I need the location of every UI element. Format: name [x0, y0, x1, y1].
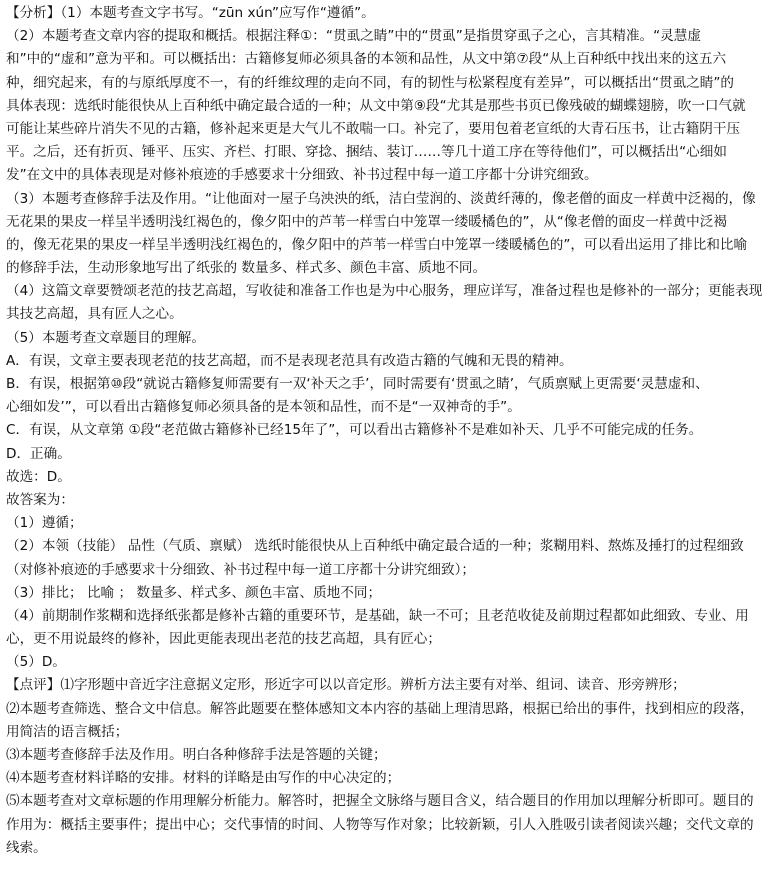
text-line: 故答案为：	[6, 491, 74, 508]
text-line: 可能让某些碎片消失不见的古籍，修补起来更是大气儿不敢喘一口。补完了，要用包着老宣纸的大青石压书，让古籍阴干压	[6, 120, 741, 137]
text-line: （3）本题考查修辞手法及作用。“让他面对一屋子乌泱泱的纸，洁白莹润的、淡黄纤薄的，像老僧的面皮一样黄中泛褐的，像	[6, 190, 756, 207]
text-line: 【分析】（1）本题考查文字书写。“zūn xún”应写作“遵循”。	[6, 5, 375, 21]
text-line: 故选：D。	[6, 468, 71, 485]
text-line: 平。之后，还有折页、锤平、压实、齐栏、打眼、穿捻、捆结、装订……等几十道工序在等待他们”，可以概括出“心细如	[6, 144, 727, 161]
text-line: （5）D。	[6, 654, 66, 671]
text-line: 和”中的“虚和”意为平和。可以概括出：古籍修复师必须具备的本领和品性，从文中第⑦段“从上百种纸中找出来的这五六	[6, 51, 727, 68]
text-line: 的，像无花果的果皮一样呈半透明浅红褐色的，像夕阳中的芦苇一样雪白中笼罩一缕暖橘色的”，可以看出运用了排比和比喻	[6, 236, 748, 253]
text-line: 作用为：概括主要事件；提出中心；交代事情的时间、人物等写作对象；比较新颖，引人入胜吸引读者阅读兴趣；交代文章的	[6, 816, 754, 833]
text-line: D．正确。	[6, 445, 71, 462]
text-line: 其技艺高超，具有匠人之心。	[6, 306, 183, 323]
text-line: 心，更不用说最终的修补，因此更能表现出老范的技艺高超，具有匠心；	[6, 631, 441, 648]
text-line: 的修辞手法，生动形象地写出了纸张的 数量多、样式多、颜色丰富、质地不同。	[6, 260, 487, 277]
text-line: A．有误，文章主要表现老范的技艺高超，而不是表现老范具有改造古籍的气魄和无畏的精神。	[6, 352, 573, 369]
text-line: （5）本题考查文章题目的理解。	[6, 329, 205, 346]
text-line: ⑷本题考查材料详略的安排。材料的详略是由写作的中心决定的；	[6, 770, 401, 787]
text-line: 【点评】⑴字形题中音近字注意据义定形，形近字可以以音定形。辨析方法主要有对举、组词、读音、形旁辨形；	[6, 677, 686, 694]
text-line: （3）排比； 比喻 ； 数量多、样式多、颜色丰富、质地不同；	[6, 584, 382, 601]
text-line: 具体表现：选纸时能很快从上百种纸中确定最合适的一种；从文中第⑨段“尤其是那些书页已像残破的蝴蝶翅膀，吹一口气就	[6, 97, 746, 114]
text-line: 用简洁的语言概括；	[6, 723, 129, 740]
text-line: C．有误，从文章第 ①段“老范做古籍修补已经15年了”，可以看出古籍修补不是难如补天、几乎不可能完成的任务。	[6, 422, 703, 439]
text-line: 种，细究起来，有的与原纸厚度不一，有的纤维纹理的走向不同，有的韧性与松紧程度有差异”，可以概括出“贯虱之睛”的	[6, 74, 734, 91]
text-line: （对修补痕迹的手感要求十分细致、补书过程中每一道工序都十分讲究细致）；	[6, 561, 475, 578]
text-line: （1）遵循；	[6, 515, 83, 532]
text-line: ⑵本题考查筛选、整合文中信息。解答此题要在整体感知文本内容的基础上理清思路，根据已给出的事件，找到相应的段落，	[6, 700, 754, 717]
text-line: ⑶本题考查修辞手法及作用。明白各种修辞手法是答题的关键；	[6, 747, 387, 763]
text-line: ⑸本题考查对文章标题的作用理解分析能力。解答时，把握全文脉络与题目含义，结合题目的作用加以理解分析即可。题目的	[6, 793, 754, 810]
text-line: （2）本领（技能） 品性（气质、禀赋） 选纸时能很快从上百种纸中确定最合适的一种；浆糊用料、熬炼及捶打的过程细致	[6, 538, 744, 555]
text-line: （2）本题考查文章内容的提取和概括。根据注释①：“贯虱之睛”中的“贯虱”是指贯穿虱子之心，言其精准。“灵慧虚	[6, 28, 701, 45]
text-line: 心细如发’”，可以看出古籍修复师必须具备的是本领和品性，而不是“一双神奇的手”。	[6, 399, 521, 416]
text-line: （4）这篇文章要赞颂老范的技艺高超，写收徒和准备工作也是为中心服务，理应详写，准备过程也是修补的一部分；更能表现	[6, 283, 763, 300]
text-line: 发”在文中的具体表现是对修补痕迹的手感要求十分细致、补书过程中每一道工序都十分讲究细致。	[6, 167, 598, 184]
text-line: B．有误，根据第⑩段“就说古籍修复师需要有一双‘补天之手’，同时需要有‘贯虱之睛’，气质禀赋上更需要‘灵慧虚和、	[6, 376, 709, 392]
text-line: （4）前期制作浆糊和选择纸张都是修补古籍的重要环节，是基础，缺一不可；且老范收徒及前期过程都如此细致、专业、用	[6, 607, 749, 624]
text-line: 无花果的果皮一样呈半透明浅红褐色的，像夕阳中的芦苇一样雪白中笼罩一缕暖橘色的”，从“像老僧的面皮一样黄中泛褐	[6, 213, 727, 230]
text-line: 线索。	[6, 839, 47, 856]
